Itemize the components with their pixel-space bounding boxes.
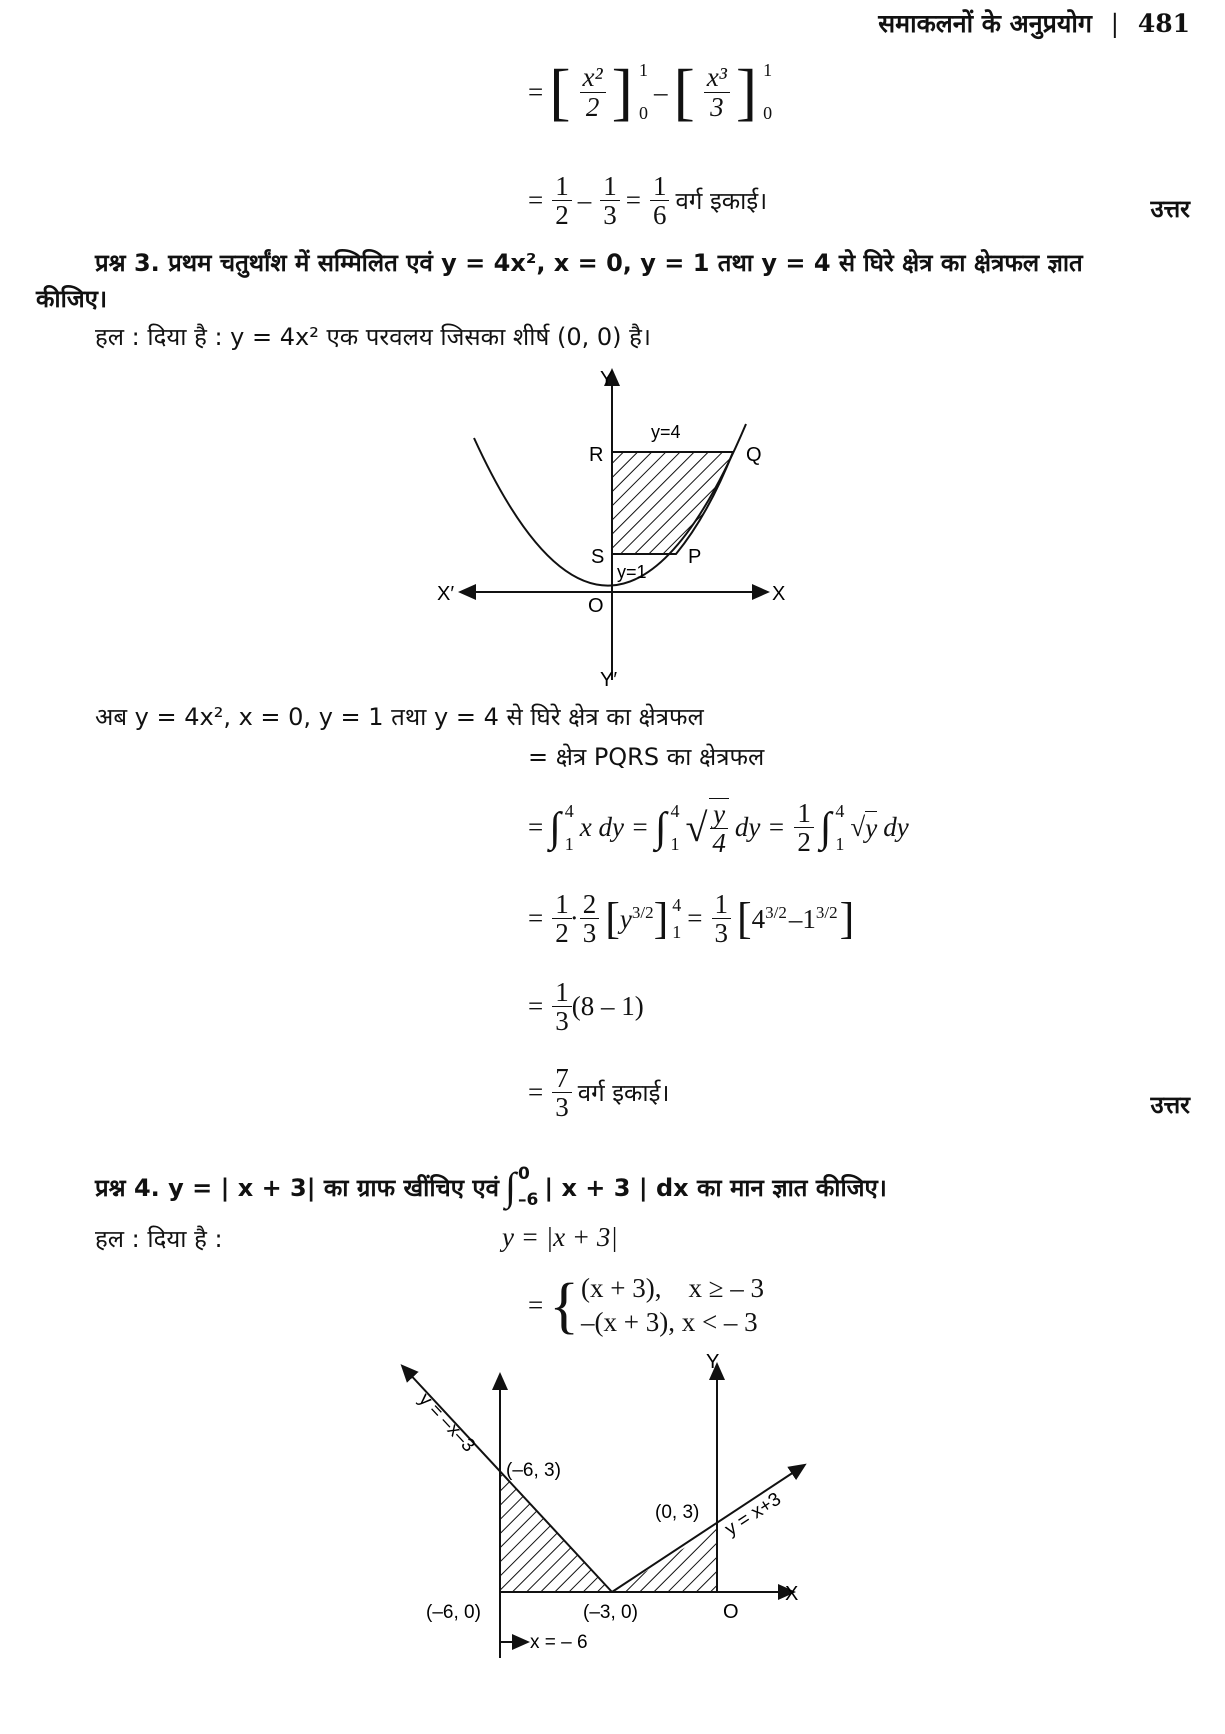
fraction bbox=[552, 978, 572, 1036]
denominator: 3 bbox=[555, 1092, 569, 1123]
q3-step-0: अब y = 4x², x = 0, y = 1 तथा y = 4 से घिरे क्षेत्र का क्षेत्रफल bbox=[95, 703, 704, 731]
upper-limit: 1 bbox=[638, 60, 648, 80]
denominator: 2 bbox=[555, 918, 569, 949]
exponent: 3/2 bbox=[765, 902, 787, 922]
denominator: 3 bbox=[555, 1006, 569, 1037]
label-point-minus6-0: (–6, 0) bbox=[426, 1602, 481, 1623]
label-origin: O bbox=[588, 595, 604, 617]
numerator: 1 bbox=[552, 890, 572, 919]
bracket-close: ] bbox=[735, 56, 758, 127]
question-4 bbox=[95, 1164, 893, 1210]
equals-sign: = bbox=[528, 185, 544, 216]
denominator: 2 bbox=[555, 200, 569, 231]
label-y: Y bbox=[706, 1351, 720, 1373]
label-origin: O bbox=[723, 1601, 739, 1623]
label-point-0-3: (0, 3) bbox=[655, 1502, 700, 1523]
fraction bbox=[580, 890, 600, 948]
numerator: y bbox=[710, 800, 728, 829]
denominator: 3 bbox=[603, 200, 617, 231]
label-q: Q bbox=[746, 444, 762, 466]
lower-limit: 1 bbox=[564, 833, 574, 854]
base: y bbox=[619, 903, 632, 934]
label-left-line: y = –x–3 bbox=[414, 1389, 480, 1457]
question-4-text-b: | x + 3 | dx का मान ज्ञात कीजिए। bbox=[544, 1173, 887, 1202]
label-right-line: y = x+3 bbox=[721, 1488, 785, 1541]
fraction bbox=[552, 1064, 572, 1122]
differential: dy = bbox=[734, 812, 786, 843]
integral-sign: ∫ bbox=[549, 804, 561, 851]
integral-limits bbox=[565, 801, 574, 855]
q4-cases bbox=[528, 1272, 770, 1340]
expression: (8 – 1) bbox=[571, 991, 644, 1022]
bracket-open: [ bbox=[673, 56, 695, 127]
lower-limit: –6 bbox=[518, 1190, 539, 1210]
numerator: x³ bbox=[704, 63, 730, 92]
equals-sign: = bbox=[528, 903, 544, 934]
denominator: 3 bbox=[714, 918, 728, 949]
exponent: 3/2 bbox=[631, 902, 654, 922]
equals-sign: = bbox=[528, 1290, 544, 1321]
q3-step-2 bbox=[528, 798, 915, 858]
root-sign: √ bbox=[850, 812, 866, 843]
minus-sign: – bbox=[577, 185, 592, 216]
integral-limits bbox=[835, 801, 844, 855]
denominator: 3 bbox=[710, 91, 724, 122]
power-term bbox=[789, 903, 838, 935]
upper-limit: 4 bbox=[564, 800, 574, 821]
q4-definition: y = |x + 3| bbox=[502, 1222, 618, 1252]
label-x-neg: X′ bbox=[437, 583, 455, 605]
q3-step-1: = क्षेत्र PQRS का क्षेत्रफल bbox=[528, 743, 765, 771]
numerator: 1 bbox=[600, 172, 620, 201]
integral-limits bbox=[670, 801, 679, 855]
label-vline: x = – 6 bbox=[530, 1632, 588, 1653]
numerator: 7 bbox=[552, 1064, 572, 1093]
q3-step-4 bbox=[528, 978, 650, 1036]
case-list bbox=[581, 1272, 764, 1340]
label-r: R bbox=[589, 444, 604, 466]
label-y: Y bbox=[600, 368, 614, 390]
numerator: 1 bbox=[650, 172, 670, 201]
question-4-text-a: प्रश्न 4. y = | x + 3| का ग्राफ खींचिए एवं bbox=[95, 1173, 500, 1202]
differential: dy bbox=[883, 812, 909, 843]
lower-limit: 1 bbox=[672, 921, 682, 942]
label-x: X bbox=[772, 583, 786, 605]
label-point-minus3-0: (–3, 0) bbox=[583, 1602, 638, 1623]
equals-sign: = bbox=[528, 76, 544, 107]
label-p: P bbox=[688, 546, 702, 568]
header-separator: | bbox=[1110, 9, 1120, 38]
page-number: 481 bbox=[1137, 9, 1190, 38]
case-2: –(x + 3), x < – 3 bbox=[581, 1306, 758, 1337]
bracket-close: ] bbox=[839, 894, 855, 944]
upper-limit: 4 bbox=[670, 800, 680, 821]
integral-limits bbox=[518, 1164, 538, 1210]
label-point-minus6-3: (–6, 3) bbox=[506, 1460, 561, 1481]
base: –1 bbox=[788, 903, 816, 934]
numerator: 1 bbox=[794, 799, 814, 828]
integral-sign: ∫ bbox=[505, 1164, 516, 1209]
limits bbox=[672, 895, 681, 943]
base: 4 bbox=[751, 903, 766, 934]
q4-solution-intro: हल : दिया है : bbox=[95, 1225, 223, 1253]
denominator: 2 bbox=[585, 91, 600, 122]
q3-solution-intro: हल : दिया है : y = 4x² एक परवलय जिसका शीर्ष (0, 0) है। bbox=[95, 323, 651, 351]
denominator: 6 bbox=[652, 200, 667, 231]
parabola-curve bbox=[474, 424, 746, 586]
power-term bbox=[620, 903, 654, 935]
root-sign: √ bbox=[685, 805, 708, 851]
equals-sign: = bbox=[528, 991, 544, 1022]
bracket-open: [ bbox=[605, 894, 620, 944]
label-y-neg: Y′ bbox=[600, 669, 618, 691]
fraction bbox=[794, 799, 814, 857]
root-content: y bbox=[865, 813, 878, 844]
q3-step-5 bbox=[528, 1064, 676, 1122]
numerator: x² bbox=[580, 63, 606, 92]
dot: · bbox=[569, 903, 579, 934]
denominator: 3 bbox=[582, 918, 597, 949]
shaded-region-pqrs bbox=[612, 452, 733, 554]
absolute-value-figure bbox=[0, 1340, 1225, 1734]
bracket-open: [ bbox=[549, 56, 571, 127]
answer-label: उत्तर bbox=[1150, 1091, 1190, 1119]
integral-sign: ∫ bbox=[654, 804, 667, 851]
bracket-close: ] bbox=[611, 56, 633, 127]
parabola-figure bbox=[0, 0, 1225, 700]
lower-limit: 1 bbox=[670, 833, 680, 854]
question-3-line-2: कीजिए। bbox=[36, 285, 108, 313]
equals-sign: = bbox=[625, 185, 641, 216]
case-1: (x + 3), x ≥ – 3 bbox=[581, 1273, 765, 1303]
upper-limit: 0 bbox=[518, 1164, 530, 1184]
denominator: 2 bbox=[797, 827, 811, 858]
lower-limit: 0 bbox=[638, 103, 648, 123]
numerator: 1 bbox=[552, 172, 572, 201]
numerator: 2 bbox=[580, 890, 600, 919]
equals-sign: = bbox=[528, 812, 544, 843]
denominator: 4 bbox=[712, 828, 726, 859]
exponent: 3/2 bbox=[815, 902, 838, 922]
answer-label: उत्तर bbox=[1150, 195, 1190, 223]
bracket-close: ] bbox=[653, 894, 669, 944]
power-term bbox=[752, 903, 787, 935]
unit-text: वर्ग इकाई। bbox=[577, 1079, 670, 1108]
equals-sign: = bbox=[687, 903, 703, 934]
numerator: 1 bbox=[712, 890, 732, 919]
lower-limit: 1 bbox=[835, 833, 845, 854]
integral-sign: ∫ bbox=[819, 804, 832, 851]
minus-sign: – bbox=[653, 76, 668, 107]
upper-limit: 4 bbox=[835, 800, 845, 821]
upper-limit: 1 bbox=[763, 60, 773, 80]
fraction bbox=[712, 890, 732, 948]
brace-open: { bbox=[549, 1271, 579, 1340]
q3-step-3 bbox=[528, 890, 860, 948]
question-3-line-1: प्रश्न 3. प्रथम चतुर्थांश में सम्मिलित एवं y = 4x², x = 0, y = 1 तथा y = 4 से घिरे क्षेत्र का क्षेत्रफल ज्ञात bbox=[95, 249, 1083, 277]
integrand: x dy = bbox=[579, 812, 649, 843]
label-y-equals-4: y=4 bbox=[651, 422, 681, 442]
label-s: S bbox=[591, 546, 605, 568]
label-x: X bbox=[785, 1583, 799, 1605]
root-fraction bbox=[709, 798, 729, 858]
chapter-title: समाकलनों के अनुप्रयोग bbox=[878, 9, 1092, 38]
label-y-equals-1: y=1 bbox=[617, 562, 647, 582]
unit-text: वर्ग इकाई। bbox=[675, 187, 768, 216]
upper-limit: 4 bbox=[672, 894, 682, 915]
bracket-open: [ bbox=[737, 894, 752, 944]
equals-sign: = bbox=[528, 1077, 544, 1108]
numerator: 1 bbox=[552, 978, 572, 1007]
lower-limit: 0 bbox=[763, 103, 773, 123]
